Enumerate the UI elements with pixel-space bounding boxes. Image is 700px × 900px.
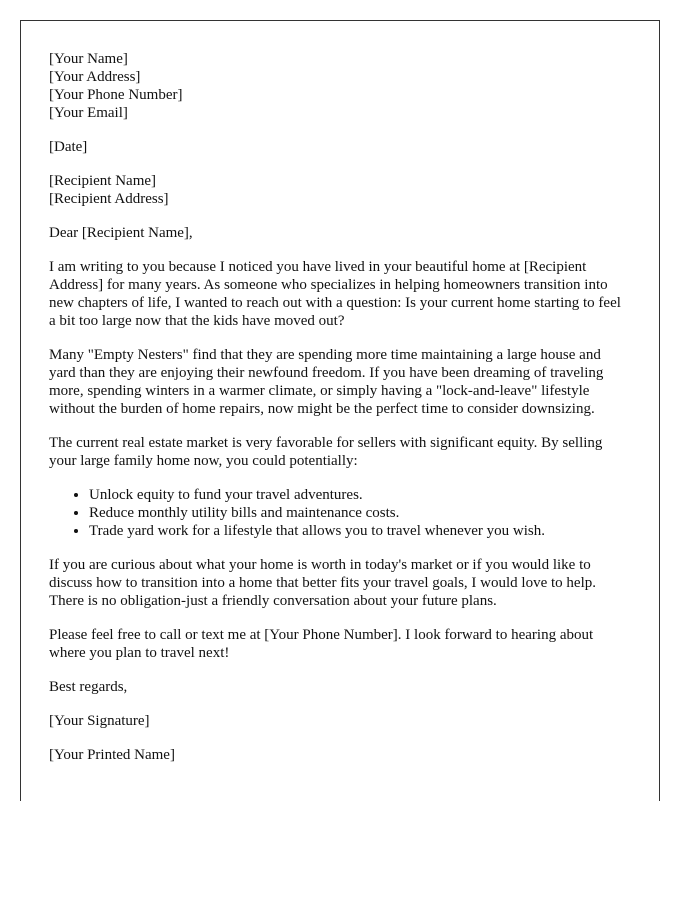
- body-paragraph: Please feel free to call or text me at [Your Phone Number]. I look forward to hearing about where you plan to travel next!: [49, 627, 594, 661]
- recipient-name: [Recipient Name]: [49, 173, 157, 189]
- sender-address: [Your Address]: [49, 69, 141, 85]
- sign-off: Best regards,: [49, 679, 128, 695]
- salutation: Dear [Recipient Name],: [49, 225, 193, 241]
- benefits-list: [49, 486, 631, 540]
- body-paragraph: I am writing to you because I noticed you have lived in your beautiful home at [Recipient Address] for many years. As someone who specializes in helping homeowners transition into new chapters of life, I wanted to reach out with a question: Is your current home starting to feel a bit too large now that the kids have moved out?: [49, 259, 621, 329]
- body-paragraph: Many "Empty Nesters" find that they are spending more time maintaining a large house and yard than they are enjoying their newfound freedom. If you have been dreaming of traveling more, spending winters in a warmer climate, or simply having a "lock-and-leave" lifestyle without the burden of home repairs, now might be the perfect time to consider downsizing.: [49, 347, 604, 417]
- sender-block: [49, 50, 631, 122]
- sender-name: [Your Name]: [49, 51, 128, 67]
- sender-phone: [Your Phone Number]: [49, 87, 183, 103]
- list-item: • Unlock equity to fund your travel adventures.: [89, 486, 631, 504]
- signature: [Your Signature]: [49, 713, 150, 729]
- list-item: • Trade yard work for a lifestyle that allows you to travel whenever you wish.: [89, 522, 631, 540]
- printed-name: [Your Printed Name]: [49, 747, 175, 763]
- body-paragraph: The current real estate market is very favorable for sellers with significant equity. By selling your large family home now, you could potentially:: [49, 435, 603, 469]
- letter-page: [20, 20, 660, 801]
- recipient-block: [49, 172, 631, 208]
- body-paragraph: If you are curious about what your home is worth in today's market or if you would like to discuss how to transition into a home that better fits your travel goals, I would love to help. There is no obligation-just a friendly conversation about your future plans.: [49, 557, 596, 609]
- date: [Date]: [49, 139, 88, 155]
- sender-email: [Your Email]: [49, 105, 128, 121]
- recipient-address: [Recipient Address]: [49, 191, 169, 207]
- list-item: • Reduce monthly utility bills and maintenance costs.: [89, 504, 631, 522]
